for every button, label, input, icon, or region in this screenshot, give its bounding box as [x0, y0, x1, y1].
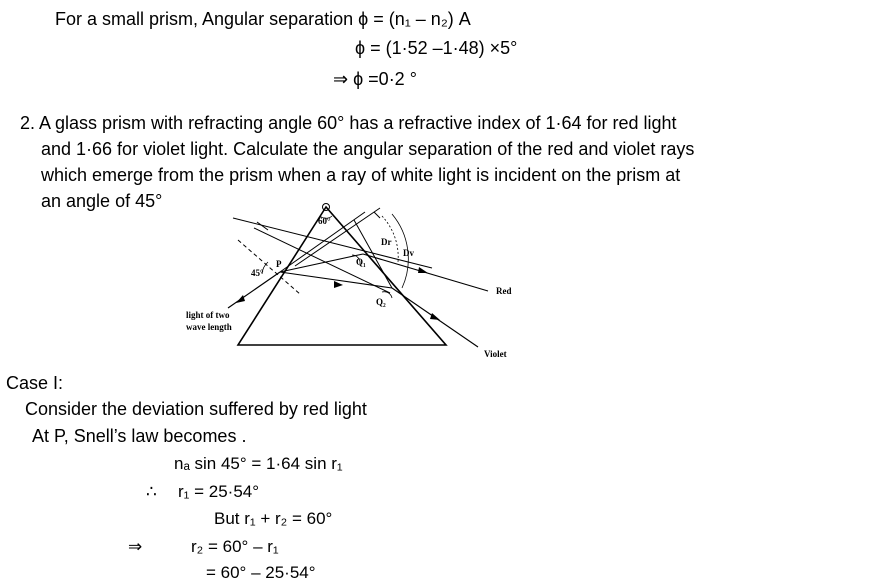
equation-4: r₂ = 60° – r₁ — [191, 537, 279, 556]
normal-line-p — [238, 240, 300, 294]
solution-line-1: Consider the deviation suffered by red light — [25, 399, 367, 419]
extension-line-2 — [254, 228, 390, 293]
point-q1-label: Q₁ — [356, 257, 366, 267]
violet-arrow — [430, 313, 440, 320]
apex-angle-label: 60° — [318, 216, 331, 226]
equation-1: nₐ sin 45° = 1·64 sin r₁ — [174, 454, 343, 473]
therefore-symbol: ∴ — [146, 482, 157, 501]
intro-line-1: For a small prism, Angular separation ϕ = (n₁ – n₂) A — [55, 9, 471, 29]
tick-right — [374, 212, 380, 218]
red-label: Red — [496, 286, 512, 296]
source-label-1: light of two — [186, 310, 230, 320]
violet-label: Violet — [484, 349, 507, 359]
question-line-3: which emerge from the prism when a ray of white light is incident on the prism at — [41, 165, 681, 185]
equation-3: But r₁ + r₂ = 60° — [214, 509, 333, 528]
intro-line-3: ⇒ ϕ =0·2 ° — [333, 69, 417, 89]
point-p-label: P — [276, 259, 282, 269]
red-arrow — [418, 267, 428, 273]
dv-label: Dv — [403, 248, 414, 258]
equation-2: r₁ = 25·54° — [178, 482, 260, 501]
question-line-4: an angle of 45° — [41, 191, 163, 211]
intro-line-2: ϕ = (1·52 –1·48) ×5° — [355, 38, 518, 58]
case-title: Case I: — [6, 373, 64, 393]
incident-arrow — [236, 295, 245, 303]
dr-label: Dr — [381, 237, 392, 247]
equation-5: = 60° – 25·54° — [206, 563, 316, 582]
point-q2-label: Q₂ — [376, 297, 386, 307]
incidence-angle-label: 45° — [251, 268, 264, 278]
guide-line-2 — [354, 220, 392, 288]
source-label-2: wave length — [186, 322, 232, 332]
question-line-1: 2. A glass prism with refracting angle 60° has a refractive index of 1·64 for red light — [20, 113, 677, 133]
implies-symbol: ⇒ — [128, 537, 143, 556]
inside-arrow — [334, 281, 343, 288]
solution-line-2: At P, Snell’s law becomes . — [32, 426, 247, 446]
question-line-2: and 1·66 for violet light. Calculate the angular separation of the red and violet rays — [41, 139, 695, 159]
